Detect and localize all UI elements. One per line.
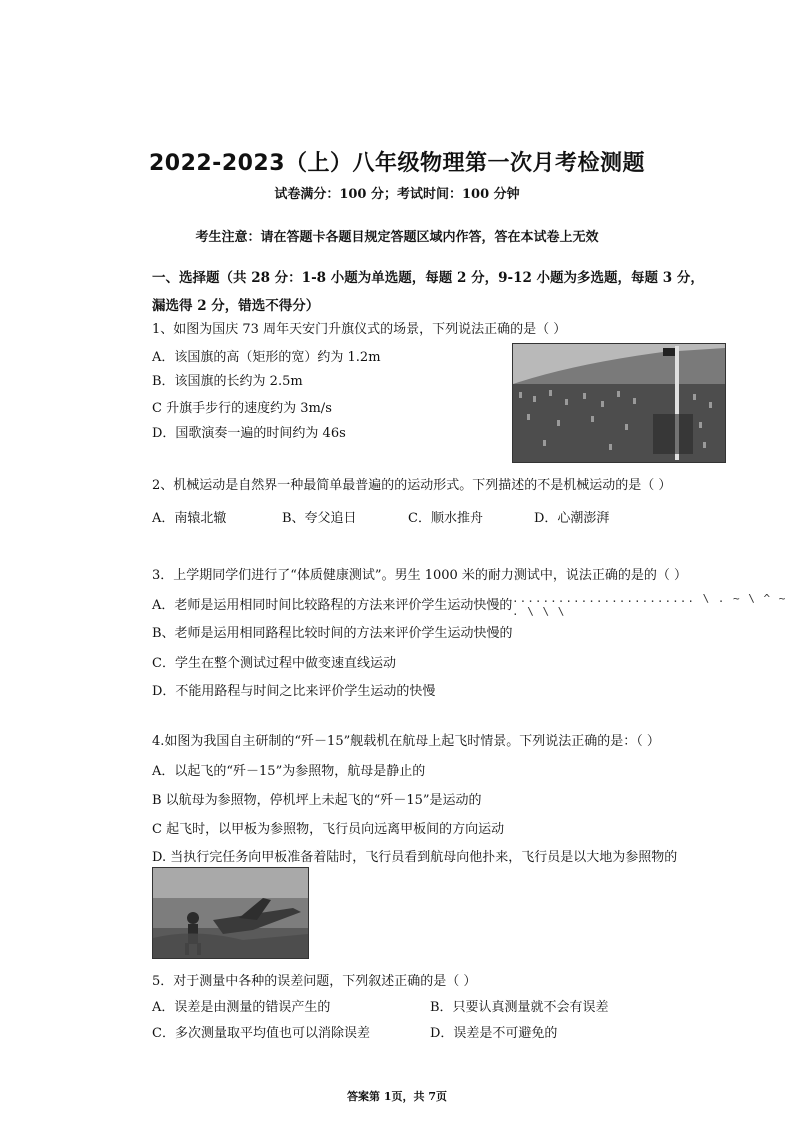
question-2-stem: 2、机械运动是自然界一种最简单最普遍的的运动形式。下列描述的不是机械运动的是（ ） (152, 478, 672, 493)
question-4-stem: 4.如图为我国自主研制的“歼－15”舰载机在航母上起飞时情景。下列说法正确的是：（ ） (152, 734, 660, 749)
question-4-option-a: A．以起飞的“歼－15”为参照物，航母是静止的 (152, 764, 426, 779)
question-1-stem: 1、如图为国庆 73 周年天安门升旗仪式的场景，下列说法正确的是（ ） (152, 322, 567, 337)
question-5-option-a: A．误差是由测量的错误产生的 (152, 1000, 331, 1015)
carrier-jet-image (153, 868, 308, 958)
question-1-option-b: B．该国旗的长约为 2.5m (152, 374, 303, 389)
question-5-option-c: C．多次测量取平均值也可以消除误差 (152, 1026, 370, 1041)
question-2-option-d: D．心潮澎湃 (534, 511, 610, 526)
question-3-option-b: B、老师是运用相同路程比较时间的方法来评价学生运动快慢的 (152, 626, 513, 641)
question-1-option-d: D．国歌演奏一遍的时间约为 46s (152, 426, 346, 441)
question-2-option-b: B、夸父追日 (282, 511, 357, 526)
question-5-option-b: B．只要认真测量就不会有误差 (430, 1000, 609, 1015)
question-2-option-c: C．顺水推舟 (408, 511, 483, 526)
page-title: 2022-2023（上）八年级物理第一次月考检测题 (148, 151, 646, 176)
section-heading: 一、选择题（共 28 分：1-8 小题为单选题，每题 2 分，9-12 小题为多选题，每题 3 分，漏选得 2 分，错选不得分） (152, 270, 704, 314)
question-3-option-a: A．老师是运用相同时间比较路程的方法来评价学生运动快慢的 (152, 598, 513, 613)
question-3-option-d: D．不能用路程与时间之比来评价学生运动的快慢 (152, 684, 436, 699)
flag-ceremony-image (513, 344, 725, 462)
flag-ceremony-photo (512, 343, 726, 463)
question-5-option-d: D．误差是不可避免的 (430, 1026, 558, 1041)
exam-info: 试卷满分：100 分；考试时间：100 分钟 (274, 187, 520, 202)
exam-notice: 考生注意：请在答题卡各题目规定答题区域内作答，答在本试卷上无效 (195, 230, 599, 245)
question-1-option-c: C 升旗手步行的速度约为 3m/s (152, 401, 332, 416)
question-4-option-c: C 起飞时，以甲板为参照物，飞行员向远离甲板间的方向运动 (152, 822, 505, 837)
carrier-jet-photo (152, 867, 309, 959)
page-footer: 答案第 1页，共 7页 (347, 1090, 447, 1103)
question-2-option-a: A．南辕北辙 (152, 511, 227, 526)
question-4-option-d: D. 当执行完任务向甲板准备着陆时，飞行员看到航母向他扑来，飞行员是以大地为参照物的 (152, 850, 678, 865)
question-1-option-a: A．该国旗的高（矩形的宽）约为 1.2m (152, 350, 381, 365)
question-4-option-b: B 以航母为参照物，停机坪上未起飞的“歼－15”是运动的 (152, 793, 482, 808)
question-5-stem: 5．对于测量中各种的误差问题，下列叙述正确的是（ ） (152, 974, 477, 989)
question-3-option-c: C．学生在整个测试过程中做变速直线运动 (152, 656, 396, 671)
handwritten-marks: ........................ \ . ~ \ ^ ~ . \ \ \ (512, 592, 787, 618)
question-3-stem: 3．上学期同学们进行了“体质健康测试”。男生 1000 米的耐力测试中，说法正确的是的（ ） (152, 568, 688, 583)
